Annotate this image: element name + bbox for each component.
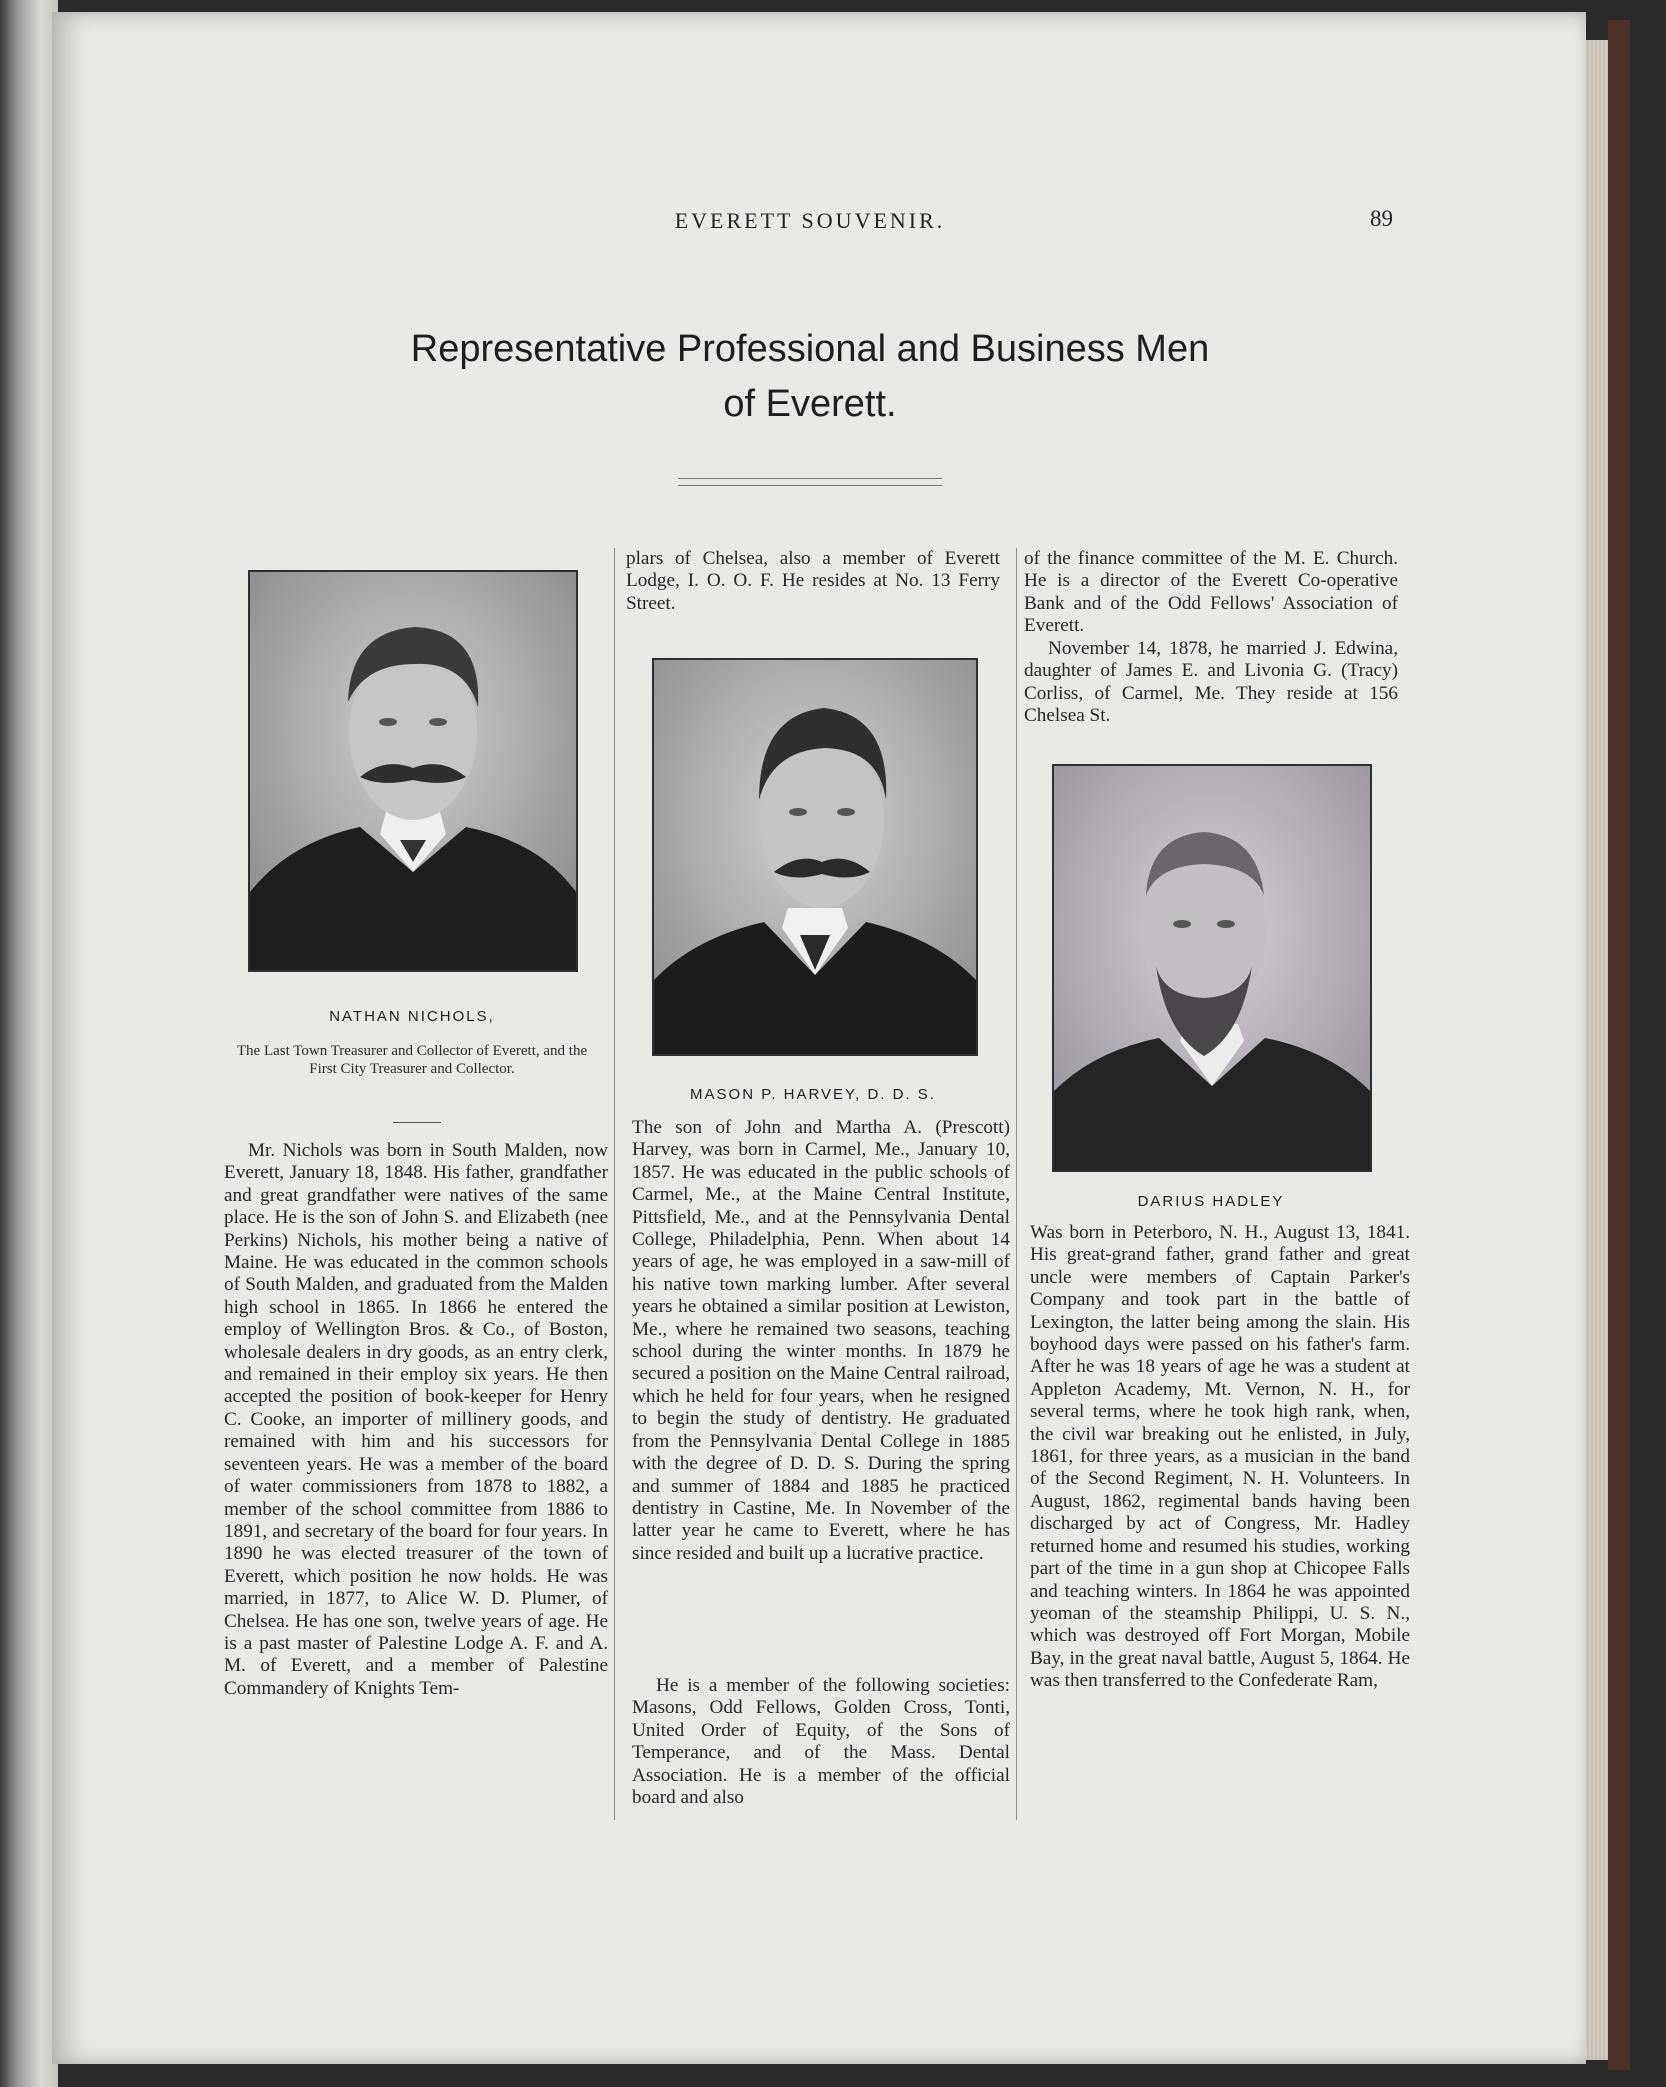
col2-continuation-text: plars of Chelsea, also a member of Everett Lodge, I. O. O. F. He resides at No. 13 Ferry Street.	[626, 548, 1000, 614]
book-cover-edge	[1608, 20, 1630, 2070]
book-spine	[0, 0, 58, 2087]
bio-nathan-nichols: Mr. Nichols was born in South Malden, now Everett, January 18, 1848. His father, grandfather and great grandfather were natives of the same place. He is the son of John S. and Elizabeth (nee Perkins) Nichols, his mother being a native of Maine. He was educated in the common schools of South Malden, and graduated from the Malden high school in 1865. In 1866 he entered the employ of Wellington Bros. & Co., of Boston, wholesale dealers in dry goods, as an entry clerk, and remained in their employ six years. He then accepted the position of book-keeper for Henry C. Cooke, an importer of millinery goods, and remained with him and his successors for seventeen years. He was a member of the board of water commissioners from 1878 to 1882, a member of the school committee from 1886 to 1891, and secretary of the board for four years. In 1890 he was elected treasurer of the town of Everett, which position he now holds. He was married, in 1877, to Alice W. D. Plumer, of Chelsea. He has one son, twelve years of age. He is a past master of Palestine Lodge A. F. and A. M. of Everett, and a member of Palestine Commandery of Knights Tem-	[224, 1140, 608, 1699]
title-line-1: Representative Professional and Business Men	[410, 328, 1210, 370]
caption-rule	[393, 1122, 441, 1123]
col3-continuation-text-2: November 14, 1878, he married J. Edwina, daughter of James E. and Livonia G. (Tracy) Corliss, of Carmel, Me. They reside at 156 Chelsea St.	[1024, 638, 1398, 727]
title-line-2: of Everett.	[723, 383, 897, 425]
portrait-mason-p-harvey	[652, 658, 978, 1056]
column-divider-2	[1016, 548, 1017, 1820]
caption-nathan-nichols: The Last Town Treasurer and Collector of Everett, and the First City Treasurer and Collector.	[236, 1043, 588, 1077]
page-number: 89	[1370, 206, 1393, 231]
col3-continuation-text-1: of the finance committee of the M. E. Church. He is a director of the Everett Co-operative Bank and of the Odd Fellows' Association of Everett.	[1024, 548, 1398, 637]
bio-mason-p-harvey-1: The son of John and Martha A. (Prescott) Harvey, was born in Carmel, Me., January 10, 1857. He was educated in the public schools of Carmel, Me., at the Maine Central Institute, Pittsfield, Me., and at the Pennsylvania Dental College, Philadelphia, Penn. When about 14 years of age, he was employed in a saw-mill of his native town marking lumber. After several years he obtained a similar position at Lewiston, Me., where he remained two seasons, teaching school during the winter months. In 1879 he secured a position on the Maine Central railroad, which he held for four years, when he resigned to begin the study of dentistry. He graduated from the Pennsylvania Dental College in 1885 with the degree of D. D. S. During the spring and summer of 1884 and 1885 he practiced dentistry in Castine, Me. In November of the latter year he came to Everett, where he has since resided and built up a lucrative practice.	[632, 1117, 1010, 1564]
name-mason-p-harvey: MASON P. HARVEY, D. D. S.	[690, 1086, 936, 1103]
running-head: EVERETT SOUVENIR.	[674, 208, 946, 233]
name-darius-hadley: DARIUS HADLEY	[1137, 1193, 1285, 1210]
bio-mason-p-harvey-2: He is a member of the following societies: Masons, Odd Fellows, Golden Cross, Tonti, United Order of Equity, of the Sons of Temperance, and of the Mass. Dental Association. He is a member of the official board and also	[632, 1675, 1010, 1809]
column-divider-1	[614, 548, 615, 1820]
portrait-nathan-nichols	[248, 570, 578, 972]
portrait-darius-hadley	[1052, 764, 1372, 1172]
bio-darius-hadley: Was born in Peterboro, N. H., August 13, 1841. His great-grand father, grand father and great uncle were members of Captain Parker's Company and took part in the battle of Lexington, the latter being among the slain. His boyhood days were passed on his father's farm. After he was 18 years of age he was a student at Appleton Academy, Mt. Vernon, N. H., for several terms, where he took high rank, when, the civil war breaking out he enlisted, in July, 1861, for three years, as a musician in the band of the Second Regiment, N. H. Volunteers. In August, 1862, regimental bands having been discharged by act of Congress, Mr. Hadley returned home and resumed his studies, working part of the time in a gun shop at Chicopee Falls and teaching winters. In 1864 he was appointed yeoman of the steamship Philippi, U. S. N., which was destroyed off Fort Morgan, Mobile Bay, in the great naval battle, August 5, 1864. He was then transferred to the Confederate Ram,	[1030, 1222, 1410, 1692]
name-nathan-nichols: NATHAN NICHOLS,	[329, 1008, 495, 1025]
title-double-rule	[678, 478, 942, 486]
page-title	[300, 322, 1320, 432]
page-edges	[1586, 40, 1608, 2060]
